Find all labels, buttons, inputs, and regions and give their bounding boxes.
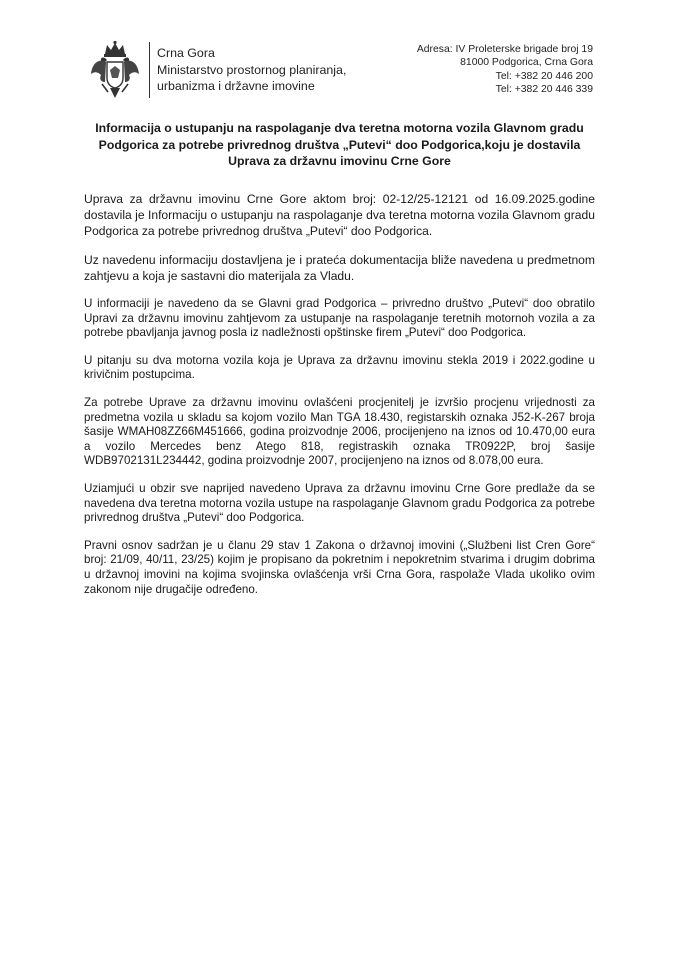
paragraph-5: Za potrebe Uprave za državnu imovinu ovlašćeni procjenitelj je izvršio procjenu vrijednosti za predmetna vozila u skladu sa kojom vozilo Man TGA 18.430, registarskih oznaka J52-K-267 broja šasije WMAH08ZZ66M451666, godina proizvodnje 2006, procijenjeno na iznos od 10.470,00 eura a vozilo Mercedes benz Atego 818, registraskih oznaka TR0922P, broj šasije WDB9702131L234442, godina proizvodnje 2007, procijenjeno na iznos od 8.078,00 eura. <box>84 395 595 468</box>
phone-1: Tel: +382 20 446 200 <box>495 70 593 82</box>
header-divider <box>149 42 150 98</box>
paragraph-1: Uprava za državnu imovinu Crne Gore aktom broj: 02-12/25-12121 od 16.09.2025.godine dostavila je Informaciju o ustupanju na raspolaganje dva teretna motorna vozila Glavnom gradu Podgorica za potrebe privrednog društva „Putevi“ doo Podgorica. <box>84 192 595 238</box>
ministry-block <box>157 45 346 95</box>
phone-2: Tel: +382 20 446 339 <box>495 83 593 95</box>
title-line-3: Uprava za državnu imovinu Crne Gore <box>228 154 451 168</box>
coat-of-arms-icon <box>88 40 142 100</box>
address-street: Adresa: IV Proleterske brigade broj 19 <box>416 44 593 55</box>
paragraph-6: Uziamjući u obzir sve naprijed navedeno Uprava za državnu imovinu Crne Gore predlaže da se navedena dva teretna motorna vozila ustupe na raspolaganje Glavnom gradu Podgorica za potrebe privrednog društva „Putevi“ doo Podgorica. <box>84 481 595 525</box>
country-name: Crna Gora <box>157 46 215 60</box>
document-title <box>84 120 595 170</box>
ministry-name-line-1: Ministarstvo prostornog planiranja, <box>157 62 347 77</box>
document-body <box>84 191 595 597</box>
address-block <box>417 43 593 96</box>
paragraph-4: U pitanju su dva motorna vozila koja je Uprava za državnu imovinu stekla 2019 i 2022.godine u krivičnim postupcima. <box>84 353 595 382</box>
title-line-2: Podgorica za potrebe privrednog društva „Putevi“ doo Podgorica,koju je dostavila <box>98 137 581 152</box>
paragraph-7: Pravni osnov sadržan je u članu 29 stav 1 Zakona o državnoj imovini („Službeni list Cren Gore“ broj: 21/09, 40/11, 23/25) kojim je propisano da pokretnim i nepokretnim stvarima i drugim dobrima u državnoj imovini na kojima svojinska ovlašćenja vrši Crna Gora, raspolaže Vlada ukoliko ovim zakonom nije drugačije određeno. <box>84 538 595 596</box>
address-city: 81000 Podgorica, Crna Gora <box>460 57 593 69</box>
ministry-name-line-2: urbanizma i državne imovine <box>157 79 315 93</box>
title-line-1: Informacija o ustupanju na raspolaganje dva teretna motorna vozila Glavnom gradu <box>95 121 584 135</box>
paragraph-3: U informaciji je navedeno da se Glavni grad Podgorica – privredno društvo „Putevi“ doo obratilo Upravi za državnu imovinu zahtjevom za ustupanje na raspolaganje teretnih motornoh vozila a za potrebe pbavljanja javnog posla iz nadležnosti opštinske firem „Putevi“ doo Podgorica. <box>84 297 595 340</box>
paragraph-2: Uz navedenu informaciju dostavljena je i prateća dokumentacija bliže navedena u predmetnom zahtjevu a koja je sastavni dio materijala za Vladu. <box>84 253 595 283</box>
